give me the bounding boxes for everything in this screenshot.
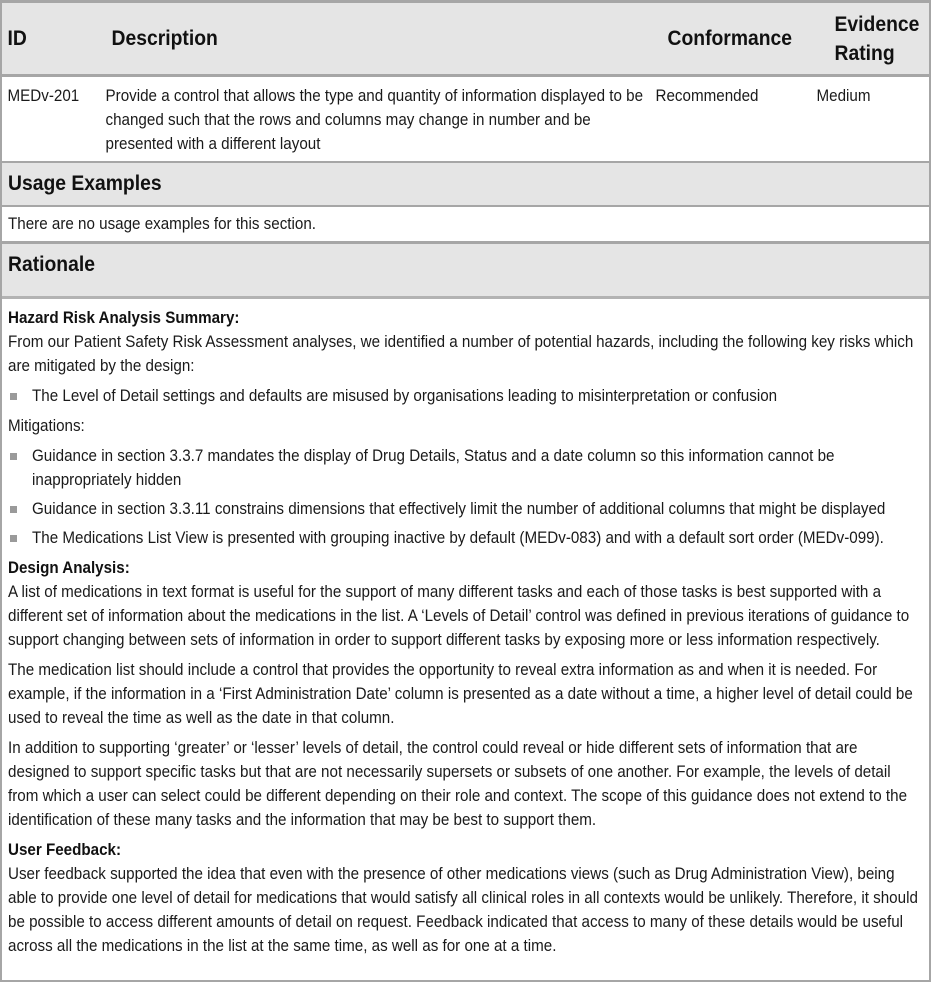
- header-evidence-line2: Rating: [834, 41, 895, 65]
- table-row: [2, 77, 929, 163]
- header-conformance: Conformance: [667, 27, 793, 50]
- row-conformance: Recommended: [655, 87, 759, 105]
- rationale-heading: [2, 244, 929, 299]
- hazard-intro: From our Patient Safety Risk Assessment analyses, we identified a number of potential hazards, including the following key risks which are mitigated by the design:: [8, 333, 914, 375]
- row-description-text: Provide a control that allows the type and quantity of information displayed to be changed such that the rows and columns may change in number and be presented with a different layout: [105, 87, 644, 153]
- rationale-title: Rationale: [8, 253, 95, 276]
- usage-examples-title: Usage Examples: [8, 172, 162, 195]
- header-id: ID: [7, 27, 27, 50]
- usage-examples-heading: [2, 163, 929, 207]
- feedback-paragraph: User feedback supported the idea that even with the presence of other medications views (such as Drug Administration View), being able to provide one level of detail for medications that would satisfy all clinical roles in all contexts would be unlikely. Therefore, it should be possible to access different amounts of detail on request. Feedback indicated that access to many of these details would be useful across all the medications in the list at the same time, as well as for one at a time.: [8, 865, 918, 955]
- design-analysis-heading: Design Analysis:: [8, 559, 130, 577]
- design-paragraph: The medication list should include a control that provides the opportunity to reveal extra information as and when it is needed. For example, if the information in a ‘First Administration Date’ column is presented as a date without a time, a higher level of detail could be used to reveal the time as well as the date in that column.: [8, 661, 913, 727]
- header-description: Description: [111, 27, 218, 50]
- square-bullet-icon: [10, 506, 17, 513]
- risk-list: [8, 384, 923, 408]
- table-header: [2, 0, 929, 77]
- square-bullet-icon: [10, 393, 17, 400]
- list-item: The Level of Detail settings and defaults are misused by organisations leading to misinterpretation or confusion: [8, 384, 923, 408]
- list-item: The Medications List View is presented with grouping inactive by default (MEDv-083) and with a default sort order (MEDv-099).: [8, 526, 923, 550]
- hazard-heading: Hazard Risk Analysis Summary:: [8, 309, 240, 327]
- list-item: Guidance in section 3.3.7 mandates the display of Drug Details, Status and a date column so this information cannot be inappropriately hidden: [8, 444, 923, 492]
- square-bullet-icon: [10, 535, 17, 542]
- list-item: Guidance in section 3.3.11 constrains dimensions that effectively limit the number of additional columns that might be displayed: [8, 497, 923, 521]
- user-feedback-heading: User Feedback:: [8, 841, 122, 859]
- design-paragraph: A list of medications in text format is useful for the support of many different tasks and each of those tasks is best supported with a different set of information about the medications in the list. A ‘Levels of Detail’ control was defined in previous iterations of guidance to support changing between sets of information in order to support different tasks by exposing more or less information respectively.: [8, 583, 910, 649]
- mitigation-list: [8, 444, 923, 550]
- row-description: [100, 77, 644, 161]
- row-evidence-rating: Medium: [816, 87, 871, 105]
- usage-examples-text: There are no usage examples for this section.: [8, 215, 316, 233]
- mitigations-label: Mitigations:: [8, 417, 85, 435]
- square-bullet-icon: [10, 453, 17, 460]
- usage-examples-body: [2, 207, 929, 244]
- header-evidence-rating: [829, 3, 921, 74]
- row-id: MEDv-201: [7, 87, 80, 105]
- header-evidence-line1: Evidence: [834, 12, 920, 36]
- design-paragraph: In addition to supporting ‘greater’ or ‘lesser’ levels of detail, the control could reveal or hide different sets of information that are designed to support specific tasks but that are not necessarily supersets or subsets of one another. For example, the levels of detail from which a user can select could be different depending on their role and context. The scope of this guidance does not extend to the identification of these many tasks and the information that may be best to support them.: [8, 739, 908, 829]
- rationale-body: [2, 299, 929, 982]
